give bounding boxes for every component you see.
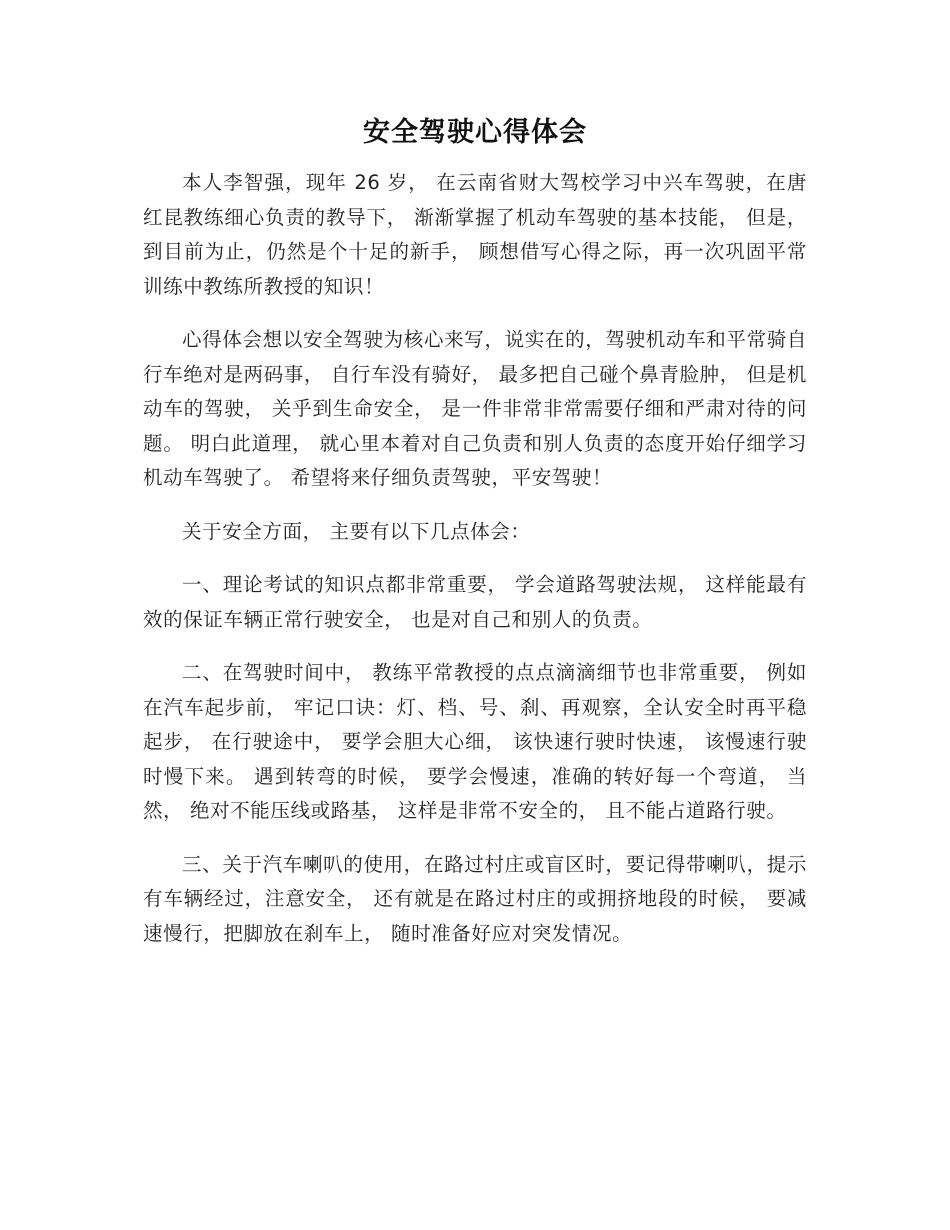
paragraph-intro: 本人李智强，现年 26 岁， 在云南省财大驾校学习中兴车驾驶，在唐红昆教练细心负责的教导下， 渐渐掌握了机动车驾驶的基本技能， 但是， 到目前为止，仍然是个十足的新手， 顾想借写心得之际，再一次巩固平常训练中教练所教授的知识！ (143, 171, 807, 298)
paragraph-core: 心得体会想以安全驾驶为核心来写，说实在的，驾驶机动车和平常骑自行车绝对是两码事， 自行车没有骑好， 最多把自己碰个鼻青脸肿， 但是机动车的驾驶， 关乎到生命安全， 是一件非常非常需要仔细和严肃对待的问题。 明白此道理， 就心里本着对自己负责和别人负责的态度开始仔细学习机动车驾驶了。 希望将来仔细负责驾驶，平安驾驶！ (143, 328, 807, 489)
paragraph-point-three: 三、关于汽车喇叭的使用，在路过村庄或盲区时，要记得带喇叭，提示有车辆经过，注意安全， 还有就是在路过村庄的或拥挤地段的时候， 要减速慢行，把脚放在刹车上， 随时准备好应对突发情况。 (143, 852, 807, 945)
paragraph-point-one: 一、理论考试的知识点都非常重要， 学会道路驾驶法规， 这样能最有效的保证车辆正常行驶安全， 也是对自己和别人的负责。 (143, 573, 807, 631)
paragraph-safety-heading: 关于安全方面， 主要有以下几点体会： (182, 519, 531, 543)
document-body (143, 166, 807, 970)
document-title: 安全驾驶心得体会 (363, 117, 587, 148)
paragraph-point-two: 二、在驾驶时间中， 教练平常教授的点点滴滴细节也非常重要， 例如在汽车起步前， 牢记口诀：灯、档、号、刹、再观察，全认安全时再平稳起步， 在行驶途中， 要学会胆大心细， 该快速行驶时快速， 该慢速行驶时慢下来。 遇到转弯的时候， 要学会慢速，准确的转好每一个弯道， 当然， 绝对不能压线或路基， 这样是非常不安全的， 且不能占道路行驶。 (143, 661, 807, 822)
